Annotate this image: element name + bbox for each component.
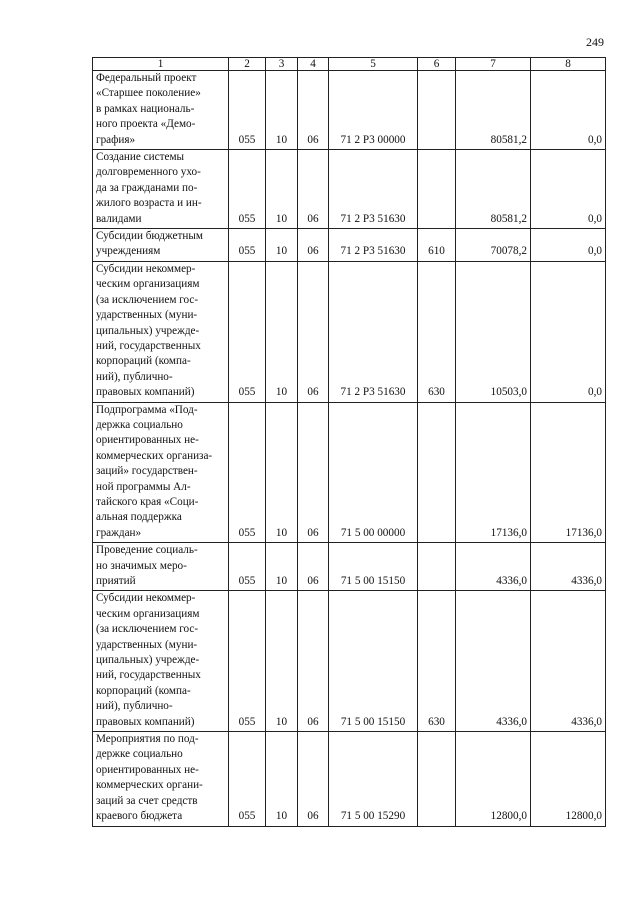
header-cell: 8 (531, 58, 606, 71)
department-code-cell: 055 (229, 402, 266, 543)
target-article-cell: 71 2 P3 00000 (329, 71, 418, 150)
row-name-cell (93, 71, 229, 150)
amount-year2-cell: 4336,0 (531, 543, 606, 591)
expense-type-cell: 630 (418, 261, 456, 402)
table-header-row (93, 58, 606, 71)
target-article-cell: 71 2 P3 51630 (329, 261, 418, 402)
subsection-code-cell: 06 (298, 591, 329, 732)
target-article-cell: 71 5 00 15290 (329, 732, 418, 826)
amount-year2-cell: 12800,0 (531, 732, 606, 826)
expense-type-cell (418, 732, 456, 826)
row-name-cell (93, 402, 229, 543)
row-name-line: держка социально (96, 418, 183, 431)
row-name-line: жилого возраста и ин- (96, 197, 202, 210)
row-name-line: в рамках националь- (96, 102, 195, 115)
department-code-cell: 055 (229, 732, 266, 826)
row-name-line: Мероприятия по под- (96, 733, 199, 746)
header-cell: 2 (229, 58, 266, 71)
row-name-line: ний), публично- (96, 370, 173, 383)
subsection-code-cell: 06 (298, 732, 329, 826)
row-name-line: ний), публично- (96, 700, 173, 713)
row-name-line: Субсидии бюджетным (96, 230, 203, 243)
row-name-line: ний, государственных (96, 339, 201, 352)
header-cell: 1 (93, 58, 229, 71)
department-code-cell: 055 (229, 71, 266, 150)
row-name-line: коммерческих органи- (96, 779, 203, 792)
table-row (93, 261, 606, 402)
table-row (93, 402, 606, 543)
row-name-line: корпораций (компа- (96, 684, 191, 697)
amount-year1-cell: 12800,0 (456, 732, 531, 826)
section-code-cell: 10 (266, 261, 298, 402)
row-name-line: краевого бюджета (96, 810, 183, 823)
section-code-cell: 10 (266, 543, 298, 591)
row-name-line: ориентированных не- (96, 763, 199, 776)
row-name-cell (93, 261, 229, 402)
row-name-line: правовых компаний) (96, 386, 195, 399)
section-code-cell: 10 (266, 229, 298, 262)
row-name-line: ческим организациям (96, 607, 200, 620)
row-name-line: валидами (96, 212, 142, 225)
amount-year2-cell: 0,0 (531, 229, 606, 262)
row-name-line: тайского края «Соци- (96, 495, 199, 508)
row-name-cell (93, 543, 229, 591)
row-name-line: да за гражданами по- (96, 181, 198, 194)
row-name-line: граждан» (96, 526, 142, 539)
section-code-cell: 10 (266, 71, 298, 150)
amount-year2-cell: 17136,0 (531, 402, 606, 543)
row-name-line: приятий (96, 575, 136, 587)
subsection-code-cell: 06 (298, 402, 329, 543)
row-name-cell (93, 229, 229, 262)
header-cell: 4 (298, 58, 329, 71)
row-name-line: Субсидии некоммер- (96, 262, 196, 275)
target-article-cell: 71 5 00 00000 (329, 402, 418, 543)
amount-year2-cell: 0,0 (531, 71, 606, 150)
row-name-line: Подпрограмма «Под- (96, 403, 198, 416)
department-code-cell: 055 (229, 591, 266, 732)
table-row (93, 150, 606, 229)
row-name-line: но значимых меро- (96, 559, 187, 572)
amount-year1-cell: 4336,0 (456, 543, 531, 591)
row-name-line: ческим организациям (96, 278, 200, 291)
department-code-cell: 055 (229, 150, 266, 229)
row-name-cell (93, 591, 229, 732)
amount-year1-cell: 17136,0 (456, 402, 531, 543)
row-name-line: ципальных) учрежде- (96, 654, 200, 667)
department-code-cell: 055 (229, 543, 266, 591)
expense-type-cell (418, 402, 456, 543)
row-name-line: Субсидии некоммер- (96, 592, 196, 605)
row-name-line: Проведение социаль- (96, 544, 198, 557)
header-cell: 6 (418, 58, 456, 71)
table-row (93, 732, 606, 826)
row-name-line: (за исключением гос- (96, 293, 199, 306)
row-name-line: графия» (96, 133, 136, 146)
amount-year1-cell: 10503,0 (456, 261, 531, 402)
amount-year1-cell: 4336,0 (456, 591, 531, 732)
row-name-line: ного проекта «Демо- (96, 118, 196, 131)
page-number: 249 (586, 35, 604, 49)
section-code-cell: 10 (266, 402, 298, 543)
expense-type-cell: 610 (418, 229, 456, 262)
header-cell: 3 (266, 58, 298, 71)
row-name-line: ной программы Ал- (96, 480, 191, 493)
target-article-cell: 71 2 P3 51630 (329, 229, 418, 262)
section-code-cell: 10 (266, 591, 298, 732)
budget-table (92, 57, 606, 827)
row-name-line: держке социально (96, 748, 183, 761)
department-code-cell: 055 (229, 261, 266, 402)
row-name-line: альная поддержка (96, 511, 182, 524)
row-name-line: долговременного ухо- (96, 166, 201, 179)
row-name-line: корпораций (компа- (96, 355, 191, 368)
amount-year2-cell: 0,0 (531, 261, 606, 402)
row-name-line: заций за счет средств (96, 794, 198, 807)
row-name-line: ударственных (муни- (96, 309, 198, 322)
row-name-line: коммерческих организа- (96, 449, 213, 462)
row-name-cell (93, 150, 229, 229)
table-body (93, 58, 606, 827)
target-article-cell: 71 2 P3 51630 (329, 150, 418, 229)
row-name-line: ударственных (муни- (96, 638, 198, 651)
row-name-line: заций» государствен- (96, 465, 198, 478)
subsection-code-cell: 06 (298, 229, 329, 262)
amount-year1-cell: 80581,2 (456, 71, 531, 150)
row-name-line: учреждениям (96, 245, 161, 258)
row-name-line: ципальных) учрежде- (96, 324, 200, 337)
header-cell: 7 (456, 58, 531, 71)
amount-year2-cell: 4336,0 (531, 591, 606, 732)
expense-type-cell (418, 71, 456, 150)
subsection-code-cell: 06 (298, 71, 329, 150)
row-name-line: «Старшее поколение» (96, 87, 201, 100)
section-code-cell: 10 (266, 150, 298, 229)
amount-year2-cell: 0,0 (531, 150, 606, 229)
expense-type-cell: 630 (418, 591, 456, 732)
expense-type-cell (418, 150, 456, 229)
section-code-cell: 10 (266, 732, 298, 826)
target-article-cell: 71 5 00 15150 (329, 543, 418, 591)
row-name-line: ний, государственных (96, 669, 201, 682)
row-name-line: правовых компаний) (96, 715, 195, 728)
amount-year1-cell: 70078,2 (456, 229, 531, 262)
table-row (93, 229, 606, 262)
row-name-line: ориентированных не- (96, 434, 199, 447)
subsection-code-cell: 06 (298, 261, 329, 402)
table-row (93, 591, 606, 732)
amount-year1-cell: 80581,2 (456, 150, 531, 229)
department-code-cell: 055 (229, 229, 266, 262)
row-name-line: Федеральный проект (96, 72, 197, 84)
row-name-line: Создание системы (96, 151, 185, 164)
row-name-cell (93, 732, 229, 826)
target-article-cell: 71 5 00 15150 (329, 591, 418, 732)
header-cell: 5 (329, 58, 418, 71)
subsection-code-cell: 06 (298, 150, 329, 229)
subsection-code-cell: 06 (298, 543, 329, 591)
row-name-line: (за исключением гос- (96, 623, 199, 636)
table-row (93, 543, 606, 591)
table-row (93, 71, 606, 150)
expense-type-cell (418, 543, 456, 591)
